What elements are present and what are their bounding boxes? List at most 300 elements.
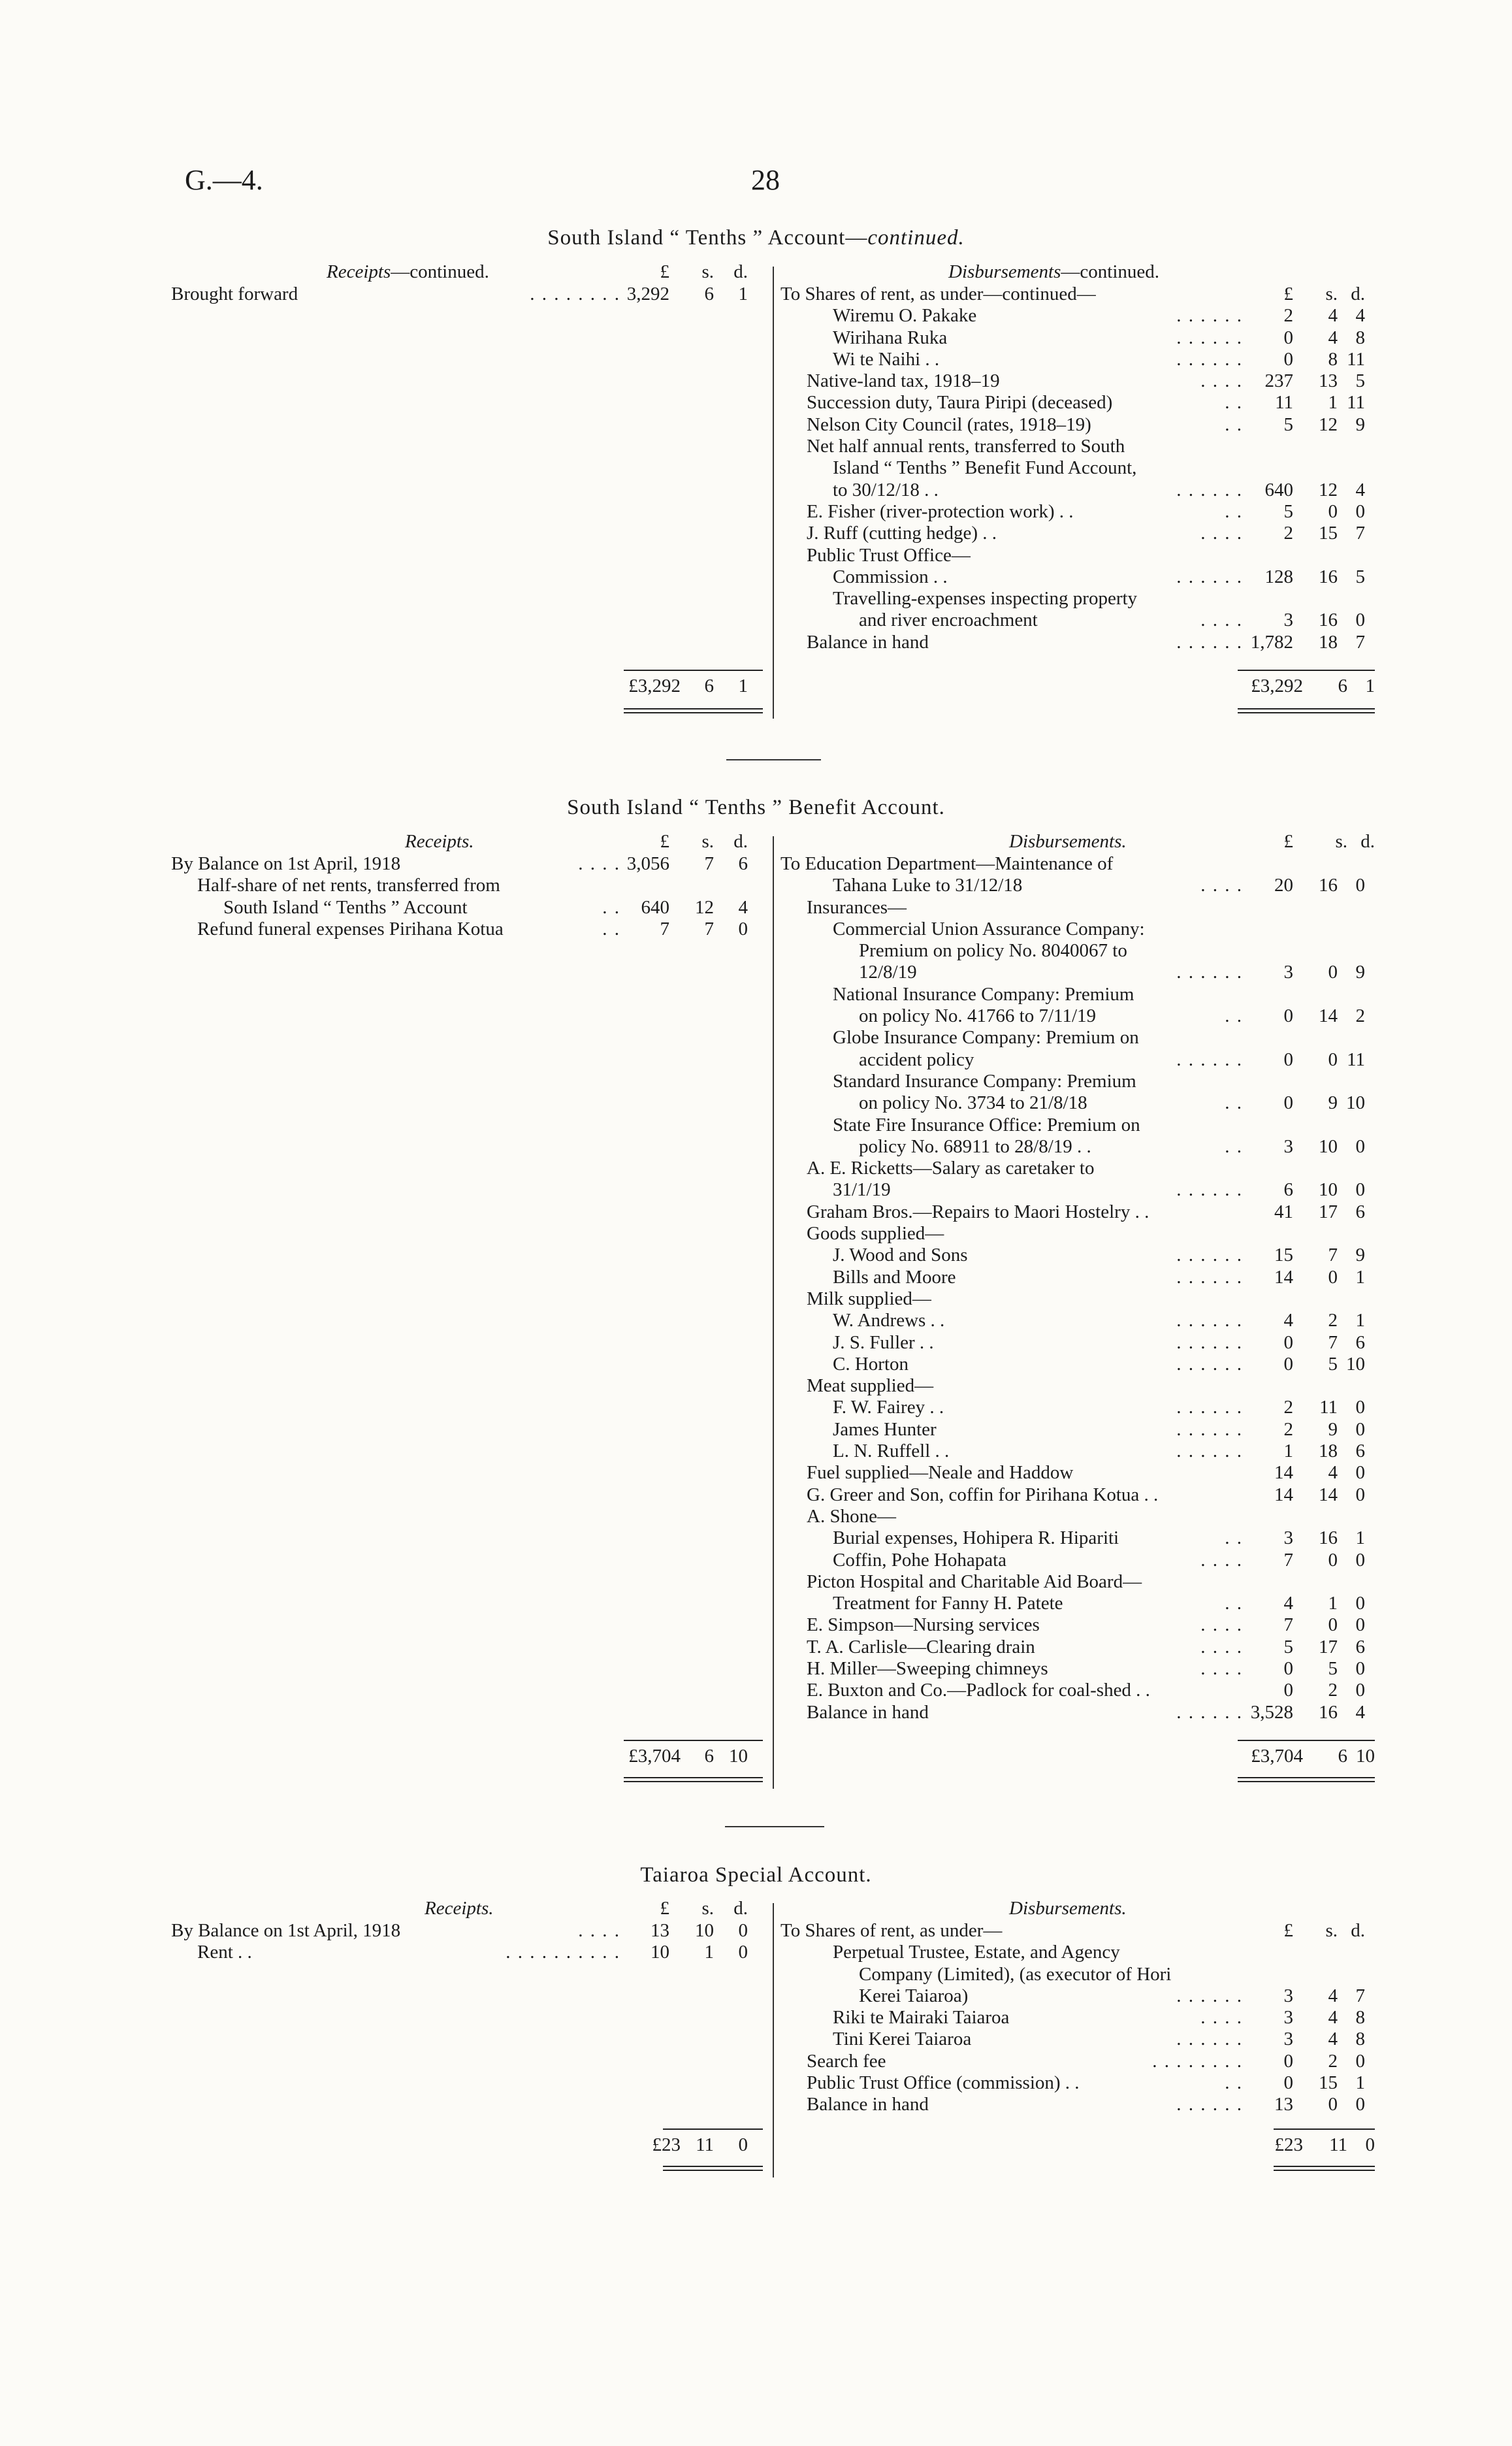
amount-pence: 0 <box>1355 2094 1365 2115</box>
disbursement-row <box>780 1462 1375 1484</box>
disbursement-row <box>780 1027 1375 1049</box>
amount-shillings: 7 <box>704 918 714 939</box>
sec2-receipts-money-head <box>607 831 764 853</box>
amount-pence: 4 <box>1355 1701 1365 1723</box>
sec2-receipts-head: Receipts. <box>405 831 474 852</box>
entry-label: Search fee <box>807 2050 886 2072</box>
amount-pence: 7 <box>1355 523 1365 544</box>
receipt-row <box>171 1942 764 1963</box>
amount-pounds: 0 <box>1283 2050 1293 2072</box>
entry-label: By Balance on 1st April, 1918 <box>171 853 401 874</box>
pence-head: d. <box>1360 831 1375 852</box>
disbursement-row <box>780 875 1375 896</box>
amount-shillings: 0 <box>1328 1614 1338 1636</box>
disbursement-row <box>780 1267 1375 1288</box>
amount-shillings: 9 <box>1328 1418 1338 1440</box>
disbursement-row <box>780 2029 1375 2050</box>
disbursement-row <box>780 1049 1375 1071</box>
amount-pounds: 3 <box>1283 610 1293 631</box>
amount-shillings: 16 <box>1319 1701 1338 1723</box>
disbursement-row <box>780 1550 1375 1571</box>
disbursement-row <box>780 1005 1375 1027</box>
leader-dots: . . . . <box>1200 875 1243 896</box>
amount-shillings: 0 <box>1328 1549 1338 1571</box>
amount-pounds: 5 <box>1283 500 1293 522</box>
amount-shillings: 17 <box>1319 1201 1338 1222</box>
shilling-head: s. <box>701 261 714 282</box>
disbursement-row <box>780 940 1375 962</box>
shilling-head: s. <box>701 1898 714 1919</box>
disbursement-row <box>780 1985 1375 2007</box>
page-number: 28 <box>751 164 780 196</box>
amount-pounds: 14 <box>1274 1462 1293 1484</box>
amount-pence: 9 <box>1355 414 1365 435</box>
leader-dots: . . . . . . . . . . <box>506 1942 620 1963</box>
amount-shillings: 0 <box>1328 962 1338 983</box>
disbursement-row <box>780 1354 1375 1375</box>
amount-shillings: 14 <box>1319 1484 1338 1505</box>
total-pounds: £3,292 <box>1251 676 1303 696</box>
sec1-receipts-total <box>607 676 764 698</box>
disbursement-row <box>780 414 1375 436</box>
amount-pence: 6 <box>1355 1201 1365 1222</box>
leader-dots: . . . . . . <box>1176 1418 1243 1440</box>
disbursement-row <box>780 984 1375 1005</box>
amount-pounds: 2 <box>1283 1397 1293 1418</box>
entry-label: Picton Hospital and Charitable Aid Board— <box>807 1571 1142 1592</box>
amount-pounds: 3,528 <box>1250 1701 1293 1723</box>
entry-label: J. Ruff (cutting hedge) . . <box>807 523 997 544</box>
amount-shillings: 4 <box>1328 1985 1338 2006</box>
entry-label: State Fire Insurance Office: Premium on <box>833 1114 1140 1135</box>
entry-label: Nelson City Council (rates, 1918–19) <box>807 414 1091 435</box>
disbursement-row <box>780 2072 1375 2094</box>
shilling-head: s. <box>701 831 714 852</box>
amount-pence: 8 <box>1355 2007 1365 2029</box>
sec2-disb-money-head <box>1218 831 1375 853</box>
entry-label: To Shares of rent, as under— <box>780 1920 1003 1941</box>
entry-label: Wiremu O. Pakake <box>833 305 977 327</box>
amount-pounds: 13 <box>651 1920 669 1941</box>
entry-label: Balance in hand <box>807 1701 929 1723</box>
amount-pence: 0 <box>738 1920 748 1941</box>
disbursement-row <box>780 370 1375 392</box>
amount-pounds: 7 <box>1283 1614 1293 1636</box>
entry-label: policy No. 68911 to 28/8/19 . . <box>859 1135 1091 1157</box>
total-pence: 10 <box>1356 1746 1375 1767</box>
disbursement-row <box>780 392 1375 414</box>
entry-label: Native-land tax, 1918–19 <box>807 370 1000 392</box>
total-pence: 1 <box>1365 676 1375 696</box>
total-pence: 0 <box>738 2134 748 2155</box>
disbursement-row <box>780 1680 1375 1701</box>
amount-pounds: 7 <box>1283 1549 1293 1571</box>
entry-label: Company (Limited), (as executor of Hori <box>859 1963 1172 1985</box>
amount-shillings: 0 <box>1328 1049 1338 1070</box>
entry-label: Riki te Mairaki Taiaroa <box>833 2007 1010 2029</box>
amount-pence: 11 <box>1347 392 1365 414</box>
amount-pence: 1 <box>1355 1310 1365 1331</box>
amount-pence: 1 <box>1355 1266 1365 1288</box>
amount-pounds: 3 <box>1283 2029 1293 2050</box>
leader-dots: . . . . <box>578 853 620 874</box>
entry-label: Treatment for Fanny H. Patete <box>833 1593 1063 1614</box>
receipt-row <box>171 875 764 896</box>
pence-head: d. <box>1351 284 1365 304</box>
amount-pence: 4 <box>1355 305 1365 327</box>
amount-pence: 0 <box>1355 1179 1365 1201</box>
receipt-row <box>171 853 764 875</box>
amount-pounds: 13 <box>1274 2094 1293 2115</box>
amount-pence: 10 <box>1346 1092 1365 1114</box>
disbursement-row <box>780 1201 1375 1223</box>
disbursement-row <box>780 1158 1375 1179</box>
leader-dots: . . <box>1225 1527 1243 1549</box>
sec2-title: South Island “ Tenths ” Benefit Account. <box>567 796 945 819</box>
entry-label: Rent . . <box>197 1942 252 1963</box>
amount-pounds: 3,056 <box>626 853 669 874</box>
amount-pence: 6 <box>1355 1636 1365 1657</box>
amount-pounds: 3 <box>1283 1527 1293 1549</box>
entry-label: H. Miller—Sweeping chimneys <box>807 1657 1048 1679</box>
amount-pounds: 14 <box>1274 1266 1293 1288</box>
amount-shillings: 7 <box>1328 1331 1338 1353</box>
amount-shillings: 18 <box>1319 1441 1338 1462</box>
amount-pounds: 0 <box>1283 1353 1293 1375</box>
amount-pounds: 6 <box>1283 1179 1293 1201</box>
amount-shillings: 0 <box>1328 500 1338 522</box>
amount-shillings: 12 <box>695 896 714 918</box>
pound-head: £ <box>660 1898 669 1919</box>
disbursement-row <box>780 1964 1375 1985</box>
entry-label: Public Trust Office (commission) . . <box>807 2072 1080 2094</box>
disbursement-row <box>780 962 1375 983</box>
amount-shillings: 9 <box>1328 1092 1338 1114</box>
leader-dots: . . . . . . . . <box>530 284 620 304</box>
amount-pence: 7 <box>1355 1985 1365 2006</box>
amount-shillings: 7 <box>704 853 714 874</box>
amount-pence: 0 <box>738 1942 748 1963</box>
entry-label: James Hunter <box>833 1418 937 1440</box>
disbursement-row <box>780 1092 1375 1114</box>
disbursement-row <box>780 545 1375 566</box>
entry-label: Premium on policy No. 8040067 to <box>859 940 1127 962</box>
entry-label: on policy No. 41766 to 7/11/19 <box>859 1005 1097 1027</box>
leader-dots: . . . . . . <box>1176 1331 1243 1353</box>
amount-pence: 0 <box>1355 610 1365 631</box>
amount-pounds: 3,292 <box>626 284 669 304</box>
entry-label: on policy No. 3734 to 21/8/18 <box>859 1092 1087 1114</box>
sec1-disb-total <box>1218 676 1375 698</box>
leader-dots: . . . . . . <box>1176 1049 1243 1070</box>
sec1-disb-double-rule <box>1238 708 1375 713</box>
amount-pounds: 1 <box>1283 1441 1293 1462</box>
section-separator <box>725 1826 824 1827</box>
entry-label: Commission . . <box>833 566 948 587</box>
amount-pounds: 41 <box>1274 1201 1293 1222</box>
amount-shillings: 7 <box>1328 1245 1338 1266</box>
disbursement-row <box>780 1658 1375 1680</box>
amount-shillings: 10 <box>1319 1179 1338 1201</box>
amount-shillings: 4 <box>1328 2029 1338 2050</box>
sec3-receipts-sum-rule <box>663 2128 763 2130</box>
entry-label: E. Simpson—Nursing services <box>807 1614 1040 1636</box>
amount-pounds: 0 <box>1283 1331 1293 1353</box>
amount-pence: 6 <box>1355 1441 1365 1462</box>
leader-dots: . . . . <box>1200 2007 1243 2029</box>
amount-pounds: 237 <box>1264 370 1293 392</box>
sec3-disb-head: Disbursements. <box>1009 1898 1127 1919</box>
sec2-disb-sum-rule <box>1238 1740 1375 1741</box>
entry-label: A. Shone— <box>807 1505 896 1527</box>
sec1-title-main: South Island “ Tenths ” Account— <box>547 226 868 250</box>
amount-pounds: 0 <box>1283 1005 1293 1027</box>
receipts-head-label: Receipts <box>327 261 391 282</box>
amount-shillings: 2 <box>1328 2050 1338 2072</box>
pound-head: £ <box>1283 284 1293 304</box>
amount-pence: 0 <box>1355 1462 1365 1484</box>
amount-pence: 0 <box>1355 875 1365 896</box>
amount-shillings: 4 <box>1328 2007 1338 2029</box>
sec2-disb-double-rule <box>1238 1777 1375 1782</box>
sec1-title-continued: continued. <box>867 226 965 250</box>
sec1-receipts-sum-rule <box>624 670 763 671</box>
amount-shillings: 16 <box>1319 1527 1338 1549</box>
sec1-receipts-double-rule <box>624 708 763 713</box>
amount-pence: 0 <box>1355 1418 1365 1440</box>
sec2-receipts-total <box>607 1746 764 1768</box>
amount-shillings: 16 <box>1319 875 1338 896</box>
amount-pounds: 0 <box>1283 1680 1293 1701</box>
total-pence: 10 <box>729 1746 748 1767</box>
leader-dots: . . . . . . <box>1176 631 1243 653</box>
amount-pence: 8 <box>1355 2029 1365 2050</box>
sec2-receipts-sum-rule <box>624 1740 763 1741</box>
sec2-receipts-double-rule <box>624 1777 763 1782</box>
sec2-disbursements-list <box>780 853 1375 1723</box>
amount-pounds: 0 <box>1283 1049 1293 1070</box>
entry-label: Refund funeral expenses Pirihana Kotua <box>197 918 504 939</box>
amount-shillings: 15 <box>1319 523 1338 544</box>
total-shillings: 11 <box>1329 2134 1347 2155</box>
entry-label: Balance in hand <box>807 631 929 653</box>
disbursement-row <box>780 1614 1375 1636</box>
entry-label: Public Trust Office— <box>807 544 971 566</box>
sec1-receipts-money-head <box>607 261 764 284</box>
entry-label: Tahana Luke to 31/12/18 <box>833 875 1023 896</box>
total-shillings: 11 <box>696 2134 714 2155</box>
pound-head: £ <box>660 831 669 852</box>
entry-label: Coffin, Pohe Hohapata <box>833 1549 1007 1571</box>
disbursement-row <box>780 1223 1375 1245</box>
receipt-row <box>171 1920 764 1942</box>
entry-label: Brought forward <box>171 284 298 304</box>
sec2-disb-head: Disbursements. <box>1009 831 1127 852</box>
sec3-disb-double-rule <box>1274 2166 1375 2171</box>
amount-pence: 9 <box>1355 962 1365 983</box>
amount-pounds: 640 <box>1264 479 1293 500</box>
entry-label: E. Fisher (river-protection work) . . <box>807 500 1074 522</box>
disbursement-row <box>780 1245 1375 1266</box>
amount-pence: 1 <box>738 284 748 304</box>
amount-pence: 0 <box>738 918 748 939</box>
amount-pence: 9 <box>1355 1245 1365 1266</box>
leader-dots: . . . . . . <box>1176 2029 1243 2050</box>
entry-label: J. Wood and Sons <box>833 1245 968 1266</box>
pence-head: d. <box>1351 1920 1365 1941</box>
amount-pounds: 3 <box>1283 2007 1293 2029</box>
amount-shillings: 5 <box>1328 1657 1338 1679</box>
amount-pounds: 14 <box>1274 1484 1293 1505</box>
entry-label: Burial expenses, Hohipera R. Hipariti <box>833 1527 1119 1549</box>
leader-dots: . . . . . . <box>1176 962 1243 983</box>
sec3-divider <box>773 1903 774 2177</box>
entry-label: Globe Insurance Company: Premium on <box>833 1027 1139 1049</box>
sec2-receipts-list <box>171 853 764 940</box>
leader-dots: . . . . <box>1200 1614 1243 1636</box>
amount-pence: 0 <box>1355 1549 1365 1571</box>
amount-pence: 5 <box>1355 566 1365 587</box>
disbursement-row <box>780 2007 1375 2029</box>
amount-shillings: 4 <box>1328 305 1338 327</box>
leader-dots: . . . . . . <box>1176 1353 1243 1375</box>
amount-pence: 0 <box>1355 1657 1365 1679</box>
amount-shillings: 18 <box>1319 631 1338 653</box>
shilling-head: s. <box>1325 1920 1338 1941</box>
amount-pence: 1 <box>1355 1527 1365 1549</box>
disbursement-row <box>780 2051 1375 2072</box>
disbursement-row <box>780 436 1375 457</box>
amount-shillings: 0 <box>1328 2094 1338 2115</box>
entry-label: E. Buxton and Co.—Padlock for coal-shed . . <box>807 1680 1150 1701</box>
amount-shillings: 16 <box>1319 566 1338 587</box>
entry-label: Wi te Naihi . . <box>833 348 940 370</box>
entry-label: Meat supplied— <box>807 1375 934 1397</box>
entry-label: accident policy <box>859 1049 974 1070</box>
leader-dots: . . <box>1225 392 1243 414</box>
amount-shillings: 15 <box>1319 2072 1338 2094</box>
disbursement-row <box>780 632 1375 653</box>
disbursement-row <box>780 1441 1375 1462</box>
amount-pounds: 3 <box>1283 962 1293 983</box>
amount-pounds: 3 <box>1283 1985 1293 2006</box>
disbursement-row <box>780 327 1375 349</box>
disbursement-row <box>780 1571 1375 1593</box>
total-pounds: £3,292 <box>628 676 681 696</box>
pence-head: d. <box>733 1898 748 1919</box>
amount-pence: 11 <box>1347 348 1365 370</box>
entry-label: W. Andrews . . <box>833 1310 945 1331</box>
amount-pence: 0 <box>1355 1680 1365 1701</box>
entry-label: Fuel supplied—Neale and Haddow <box>807 1462 1074 1484</box>
amount-pounds: 0 <box>1283 1092 1293 1114</box>
entry-label: Island “ Tenths ” Benefit Fund Account, <box>833 457 1137 479</box>
leader-dots: . . . . . . <box>1176 327 1243 348</box>
sec3-receipts-total <box>607 2134 764 2157</box>
leader-dots: . . . . . . <box>1176 348 1243 370</box>
entry-label: 31/1/19 <box>833 1179 891 1201</box>
entry-label: Goods supplied— <box>807 1223 944 1245</box>
amount-shillings: 12 <box>1319 414 1338 435</box>
amount-pence: 0 <box>1355 1135 1365 1157</box>
disbursement-row <box>780 1593 1375 1614</box>
sec3-disb-total <box>1218 2134 1375 2157</box>
disbursement-row <box>780 1397 1375 1418</box>
amount-pounds: 0 <box>1283 2072 1293 2094</box>
sec3-disb-sum-rule <box>1274 2128 1375 2130</box>
amount-pence: 5 <box>1355 370 1365 392</box>
total-pounds: £23 <box>1274 2134 1303 2155</box>
entry-label: National Insurance Company: Premium <box>833 983 1134 1005</box>
disbursement-row <box>780 1332 1375 1354</box>
amount-shillings: 10 <box>1319 1135 1338 1157</box>
leader-dots: . . . . . . <box>1176 1701 1243 1723</box>
pence-head: d. <box>733 261 748 282</box>
amount-shillings: 1 <box>704 1942 714 1963</box>
amount-pounds: 20 <box>1274 875 1293 896</box>
amount-pounds: 15 <box>1274 1245 1293 1266</box>
entry-label: Net half annual rents, transferred to South <box>807 436 1125 457</box>
amount-pence: 11 <box>1347 1049 1365 1070</box>
amount-pounds: 10 <box>651 1942 669 1963</box>
total-shillings: 6 <box>704 676 714 696</box>
entry-label: G. Greer and Son, coffin for Pirihana Kotua . . <box>807 1484 1159 1505</box>
amount-pence: 0 <box>1355 1484 1365 1505</box>
amount-pounds: 0 <box>1283 327 1293 348</box>
leader-dots: . . . . <box>1200 523 1243 544</box>
disb-head-suffix: —continued. <box>1061 261 1159 282</box>
entry-label: By Balance on 1st April, 1918 <box>171 1920 401 1941</box>
sec3-disbursements-list <box>780 1920 1375 2116</box>
leader-dots: . . . . . . <box>1176 1985 1243 2006</box>
amount-pounds: 2 <box>1283 305 1293 327</box>
total-pence: 1 <box>738 676 748 696</box>
disbursement-row <box>780 1942 1375 1963</box>
pound-head: £ <box>660 261 669 282</box>
leader-dots: . . <box>1225 1092 1243 1114</box>
amount-pence: 0 <box>1355 500 1365 522</box>
amount-shillings: 10 <box>695 1920 714 1941</box>
leader-dots: . . . . . . <box>1176 2094 1243 2115</box>
amount-pounds: 5 <box>1283 414 1293 435</box>
amount-shillings: 2 <box>1328 1310 1338 1331</box>
amount-pounds: 128 <box>1264 566 1293 587</box>
amount-pounds: 3 <box>1283 1135 1293 1157</box>
sec3-receipts-double-rule <box>663 2166 763 2171</box>
disbursement-row <box>780 1527 1375 1549</box>
amount-pence: 0 <box>1355 1397 1365 1418</box>
amount-pounds: 7 <box>660 918 669 939</box>
leader-dots: . . <box>1225 414 1243 435</box>
amount-pence: 6 <box>1355 1331 1365 1353</box>
leader-dots: . . . . . . <box>1176 1310 1243 1331</box>
leader-dots: . . . . . . <box>1176 1397 1243 1418</box>
disbursement-row <box>780 1288 1375 1310</box>
entry-label: 12/8/19 <box>859 962 917 983</box>
entry-label: Succession duty, Taura Piripi (deceased) <box>807 392 1113 414</box>
sec1-title <box>0 226 1512 250</box>
total-pounds: £23 <box>652 2134 681 2155</box>
pence-head: d. <box>733 831 748 852</box>
sec1-disb-sum-rule <box>1238 670 1375 671</box>
disbursement-row <box>780 305 1375 327</box>
amount-pounds: 2 <box>1283 523 1293 544</box>
entry-label: Milk supplied— <box>807 1288 931 1309</box>
disbursement-row <box>780 588 1375 610</box>
amount-shillings: 6 <box>704 284 714 304</box>
entry-label: Kerei Taiaroa) <box>859 1985 969 2006</box>
amount-pounds: 0 <box>1283 1657 1293 1679</box>
